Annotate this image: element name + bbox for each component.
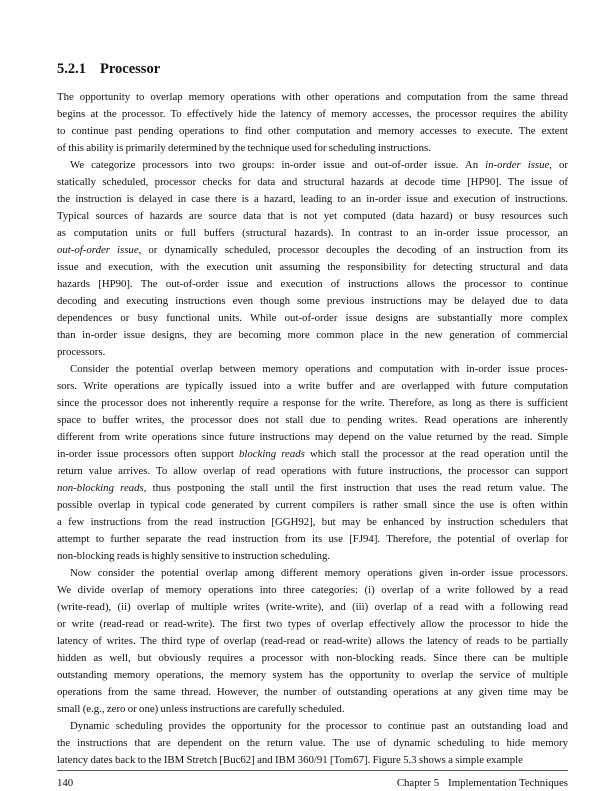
text-line (57, 89, 568, 106)
text-segment: hidden as well, but obviously requires a processor with non-blocking reads. Since there can be multiple (57, 652, 568, 664)
text-line (57, 174, 568, 191)
chapter-label: Chapter 5 (396, 777, 440, 789)
text-line (57, 650, 568, 667)
text-segment: , thus postponing the stall until the first instruction that uses the read return value. The (143, 482, 568, 494)
text-segment: begins at the processor. To effectively hide the latency of memory accesses, the processor requires the ability (57, 108, 568, 120)
text-line (57, 480, 568, 497)
text-line (57, 327, 568, 344)
text-segment: outstanding memory operations, the memory system has the opportunity to overlap the service of multiple (57, 669, 568, 681)
text-segment: latency of writes. The third type of overlap (read-read or read-write) allows the latency of reads to be partially (57, 635, 568, 647)
running-footer (57, 770, 568, 790)
text-segment: We divide overlap of memory operations into three categories: (i) overlap of a write followed by a read (57, 584, 568, 596)
text-line (57, 429, 568, 446)
section-title: Processor (100, 61, 161, 77)
text-line (57, 735, 568, 752)
text-segment: space to buffer writes, the processor does not stall due to pending writes. Read operations are inherently (57, 414, 568, 426)
text-line (57, 344, 568, 361)
paragraph (57, 718, 568, 769)
text-segment: We categorize processors into two groups: in-order issue and out-of-order issue. An (70, 159, 486, 171)
text-line (57, 701, 568, 718)
text-line (57, 497, 568, 514)
text-segment: (write-read), (ii) overlap of multiple writes (write-write), and (iii) overlap of a read with a following read (57, 601, 568, 613)
text-line (57, 582, 568, 599)
italic-term: non-blocking reads (57, 482, 144, 494)
text-line (57, 191, 568, 208)
text-segment: Dynamic scheduling provides the opportunity for the processor to continue past an outstanding load and (70, 720, 568, 732)
italic-term: out-of-order issue (57, 244, 139, 256)
text-segment: sors. Write operations are typically issued into a write buffer and are overlapped with future computation (57, 380, 568, 392)
text-line (57, 446, 568, 463)
text-line (57, 616, 568, 633)
text-segment: which stall the processor at the read operation until the (304, 448, 568, 460)
text-segment: than in-order issue designs, they are becoming more common place in the new generation of commercial (57, 329, 568, 341)
text-line (57, 752, 568, 769)
text-line (57, 548, 568, 565)
text-segment: Typical sources of hazards are source data that is not yet computed (data hazard) or busy resources such (57, 210, 568, 222)
text-segment: or write (read-read or read-write). The first two types of overlap effectively allow the processor to hide the (57, 618, 568, 630)
text-line (57, 106, 568, 123)
text-line (57, 259, 568, 276)
text-segment: a few instructions from the read instruction [GGH92], but may be enhanced by instruction schedulers that (57, 516, 568, 528)
paragraph (57, 89, 568, 157)
text-segment: , or (549, 159, 568, 171)
chapter-info (397, 776, 568, 790)
text-segment: operations from the same thread. However, the number of outstanding operations at any given time may be (57, 686, 568, 698)
text-line (57, 667, 568, 684)
text-line (57, 412, 568, 429)
text-line (57, 395, 568, 412)
text-line (57, 293, 568, 310)
text-segment: in-order issue processors often support (57, 448, 239, 460)
section-number: 5.2.1 (57, 61, 86, 77)
text-segment: as computation units or full buffers (structural hazards). In contrast to an in-order issue processor, an (57, 227, 568, 239)
italic-term: blocking reads (238, 448, 305, 460)
text-segment: different from write operations since future instructions may depend on the value returned by the read. Simple (57, 431, 568, 443)
chapter-title: Implementation Techniques (448, 777, 568, 789)
text-segment: possible overlap in typical code generated by current compilers is rather small since the use is often within (57, 499, 568, 511)
text-segment: statically scheduled, processor checks for data and structural hazards at decode time [HP90]. The issue of (57, 176, 568, 188)
text-line (57, 531, 568, 548)
text-line (57, 378, 568, 395)
italic-term: in-order issue (485, 159, 550, 171)
text-line (57, 361, 568, 378)
text-line (57, 684, 568, 701)
text-segment: , or dynamically scheduled, processor decouples the decoding of an instruction from its (138, 244, 569, 256)
text-segment: processors. (57, 346, 106, 358)
text-segment: of this ability is primarily determined by the technique used for scheduling instructions. (57, 142, 431, 154)
text-segment: hazards [HP90]. The out-of-order issue and execution of instructions allows the processor to continue (57, 278, 568, 290)
text-line (57, 718, 568, 735)
text-line (57, 599, 568, 616)
text-segment: Consider the potential overlap between memory operations and computation with in-order issue proces- (70, 363, 568, 375)
text-line (57, 276, 568, 293)
text-segment: the instruction is delayed in case there is a hazard, leading to an in-order issue and execution of instructions. (57, 193, 568, 205)
text-line (57, 242, 568, 259)
text-segment: issue and execution, with the execution unit assuming the responsibility for detecting structural and data (57, 261, 568, 273)
paragraph (57, 565, 568, 718)
text-segment: latency dates back to the IBM Stretch [Buc62] and IBM 360/91 [Tom67]. Figure 5.3 shows a simple example (57, 754, 523, 766)
text-line (57, 463, 568, 480)
text-segment: since the processor does not inherently require a response for the write. Therefore, as long as there is sufficient (57, 397, 568, 409)
body-text (57, 89, 568, 769)
text-segment: return value arrives. To allow overlap of read operations with future instructions, the processor can support (57, 465, 568, 477)
text-line (57, 140, 568, 157)
text-segment: attempt to further separate the read instruction from its use [FJ94]. Therefore, the potential of overlap for (57, 533, 568, 545)
text-line (57, 123, 568, 140)
text-segment: to continue past pending operations to find other computation and memory accesses to execute. The extent (57, 125, 568, 137)
page-number: 140 (57, 777, 74, 789)
paragraph (57, 157, 568, 361)
text-line (57, 310, 568, 327)
text-line (57, 565, 568, 582)
text-segment: decoding and executing instructions even though some previous instructions may be delayed due to data (57, 295, 568, 307)
text-line (57, 208, 568, 225)
text-segment: small (e.g., zero or one) unless instructions are carefully scheduled. (57, 703, 345, 715)
text-line (57, 157, 568, 174)
text-segment: The opportunity to overlap memory operations with other operations and computation from the same thread (57, 91, 568, 103)
text-line (57, 514, 568, 531)
text-line (57, 225, 568, 242)
text-segment: non-blocking reads is highly sensitive to instruction scheduling. (57, 550, 331, 562)
text-segment: dependences or busy functional units. While out-of-order issue designs are substantially more complex (57, 312, 568, 324)
paragraph (57, 361, 568, 565)
text-segment: the instructions that are dependent on the return value. The use of dynamic scheduling to hide memory (57, 737, 568, 749)
text-segment: Now consider the potential overlap among different memory operations given in-order issue processors. (70, 567, 568, 579)
text-line (57, 633, 568, 650)
